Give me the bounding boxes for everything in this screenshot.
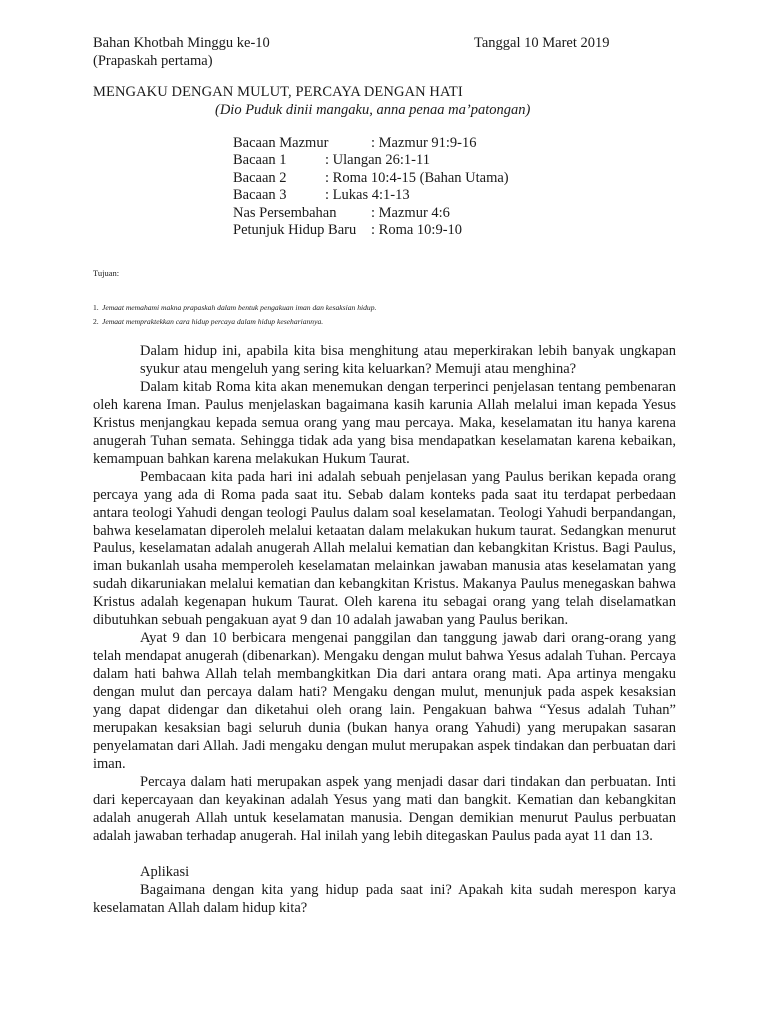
header-sermon-label: Bahan Khotbah Minggu ke-10 <box>93 35 270 51</box>
objective-number: 1. <box>93 303 99 312</box>
reading-value: : Ulangan 26:1-11 <box>325 152 430 169</box>
reading-value: : Lukas 4:1-13 <box>325 187 410 204</box>
body-paragraph: Dalam hidup ini, apabila kita bisa menghitung atau meperkirakan lebih banyak ungkapan syukur atau mengeluh yang sering kita keluarkan? Memuji atau menghina? <box>140 343 676 377</box>
body-paragraph: Percaya dalam hati merupakan aspek yang menjadi dasar dari tindakan dan perbuatan. Inti dari kepercayaan dan keyakinan adalah Yesus yang mati dan bangkit. Kematian dan kebangkitan adalah anugerah Allah untuk keselamatan manusia. Dengan demikian menurut Paulus perbuatan adalah jawaban terhadap anugerah. Hal inilah yang lebih ditegaskan Paulus pada ayat 11 dan 13. <box>93 773 676 844</box>
application-heading: Aplikasi <box>140 863 190 880</box>
application-paragraph: Bagaimana dengan kita yang hidup pada saat ini? Apakah kita sudah merespon karya keselamatan Allah dalam hidup kita? <box>93 881 676 916</box>
objective-text: Jemaat memahami makna prapaskah dalam bentuk pengakuan iman dan kesaksian hidup. <box>102 303 377 312</box>
document-header <box>93 34 623 70</box>
objective-item <box>93 315 376 329</box>
objective-text: Jemaat mempraktekkan cara hidup percaya dalam hidup kesehariannya. <box>102 317 324 326</box>
reading-label: Petunjuk Hidup Baru <box>233 221 357 238</box>
header-date: Tanggal 10 Maret 2019 <box>474 35 610 51</box>
sermon-title: MENGAKU DENGAN MULUT, PERCAYA DENGAN HATI <box>93 84 463 100</box>
header-season-label: (Prapaskah pertama) <box>93 53 213 69</box>
reading-label: Bacaan 3 <box>233 187 287 204</box>
body-paragraph: Ayat 9 dan 10 berbicara mengenai panggilan dan tanggung jawab dari orang-orang yang telah mendapat anugerah (dibenarkan). Mengaku dengan mulut bahwa Yesus adalah Tuhan. Percaya dalam hati bahwa Allah telah membangkitkan Dia dari antara orang mati. Apa artinya mengaku dengan mulut dan percaya dalam hati? Mengaku dengan mulut, menunjuk pada aspek kesaksian yang dapat didengar dan diketahui oleh orang lain. Pengakuan bahwa “Yesus adalah Tuhan” merupakan kesaksian bagi seluruh dunia (bukan hanya orang Yahudi) yang merupakan sasaran penyelamatan dari Allah. Jadi mengaku dengan mulut merupakan aspek tindakan dan perbuatan dari iman. <box>93 630 676 772</box>
reading-label: Nas Persembahan <box>233 204 337 221</box>
sermon-subtitle: (Dio Puduk dinii mangaku, anna penaa ma’patongan) <box>215 102 531 118</box>
reading-value: : Roma 10:4-15 (Bahan Utama) <box>325 169 509 186</box>
reading-value: : Roma 10:9-10 <box>371 221 463 238</box>
body-paragraph: Dalam kitab Roma kita akan menemukan dengan terperinci penjelasan tentang pembenaran oleh karena Iman. Paulus menjelaskan bagaimana kasih karunia Allah melalui iman kepada Yesus Kristus menjangkau kepada semua orang yang mau percaya. Maka, keselamatan itu hanya karena anugerah Tuhan semata. Sehingga tidak ada yang bisa mendapatkan keselamatan karena kebaikan, kemampuan bahkan karena melakukan Hukum Taurat. <box>93 378 676 467</box>
sermon-body <box>93 343 676 918</box>
objective-item <box>93 301 376 315</box>
reading-label: Bacaan 1 <box>233 152 287 169</box>
section-spacer <box>93 846 676 864</box>
objective-number: 2. <box>93 317 99 326</box>
objectives-list <box>93 301 376 329</box>
body-paragraph: Pembacaan kita pada hari ini adalah sebuah penjelasan yang Paulus berikan kepada orang percaya yang ada di Roma pada saat itu. Sebab dalam konteks pada saat itu terdapat perbedaan antara teologi Yahudi dengan teologi Paulus dalam soal keselamatan. Teologi Yahudi berpandangan, bahwa keselamatan diperoleh melalui ketaatan dalam melakukan hukum taurat. Sedangkan menurut Paulus, keselamatan adalah anugerah Allah melalui kematian dan kebangkitan Kristus. Bagi Paulus, iman bukanlah usaha memperoleh keselamatan melainkan jawaban manusia atas keselamatan yang sudah dikaruniakan melalui kematian dan kebangkitan Kristus. Makanya Paulus menegaskan bahwa Kristus adalah kegenapan hukum Taurat. Oleh karena itu sebagai orang yang telah diselamatkan dibutuhkan sebuah pengakuan ayat 9 dan 10 adalah jawaban yang Paulus berikan. <box>93 468 676 629</box>
reading-value: : Mazmur 4:6 <box>371 204 450 221</box>
objectives-label: Tujuan: <box>93 268 120 278</box>
reading-label: Bacaan 2 <box>233 169 287 186</box>
reading-value: : Mazmur 91:9-16 <box>371 135 477 151</box>
reading-label: Bacaan Mazmur <box>233 135 329 151</box>
